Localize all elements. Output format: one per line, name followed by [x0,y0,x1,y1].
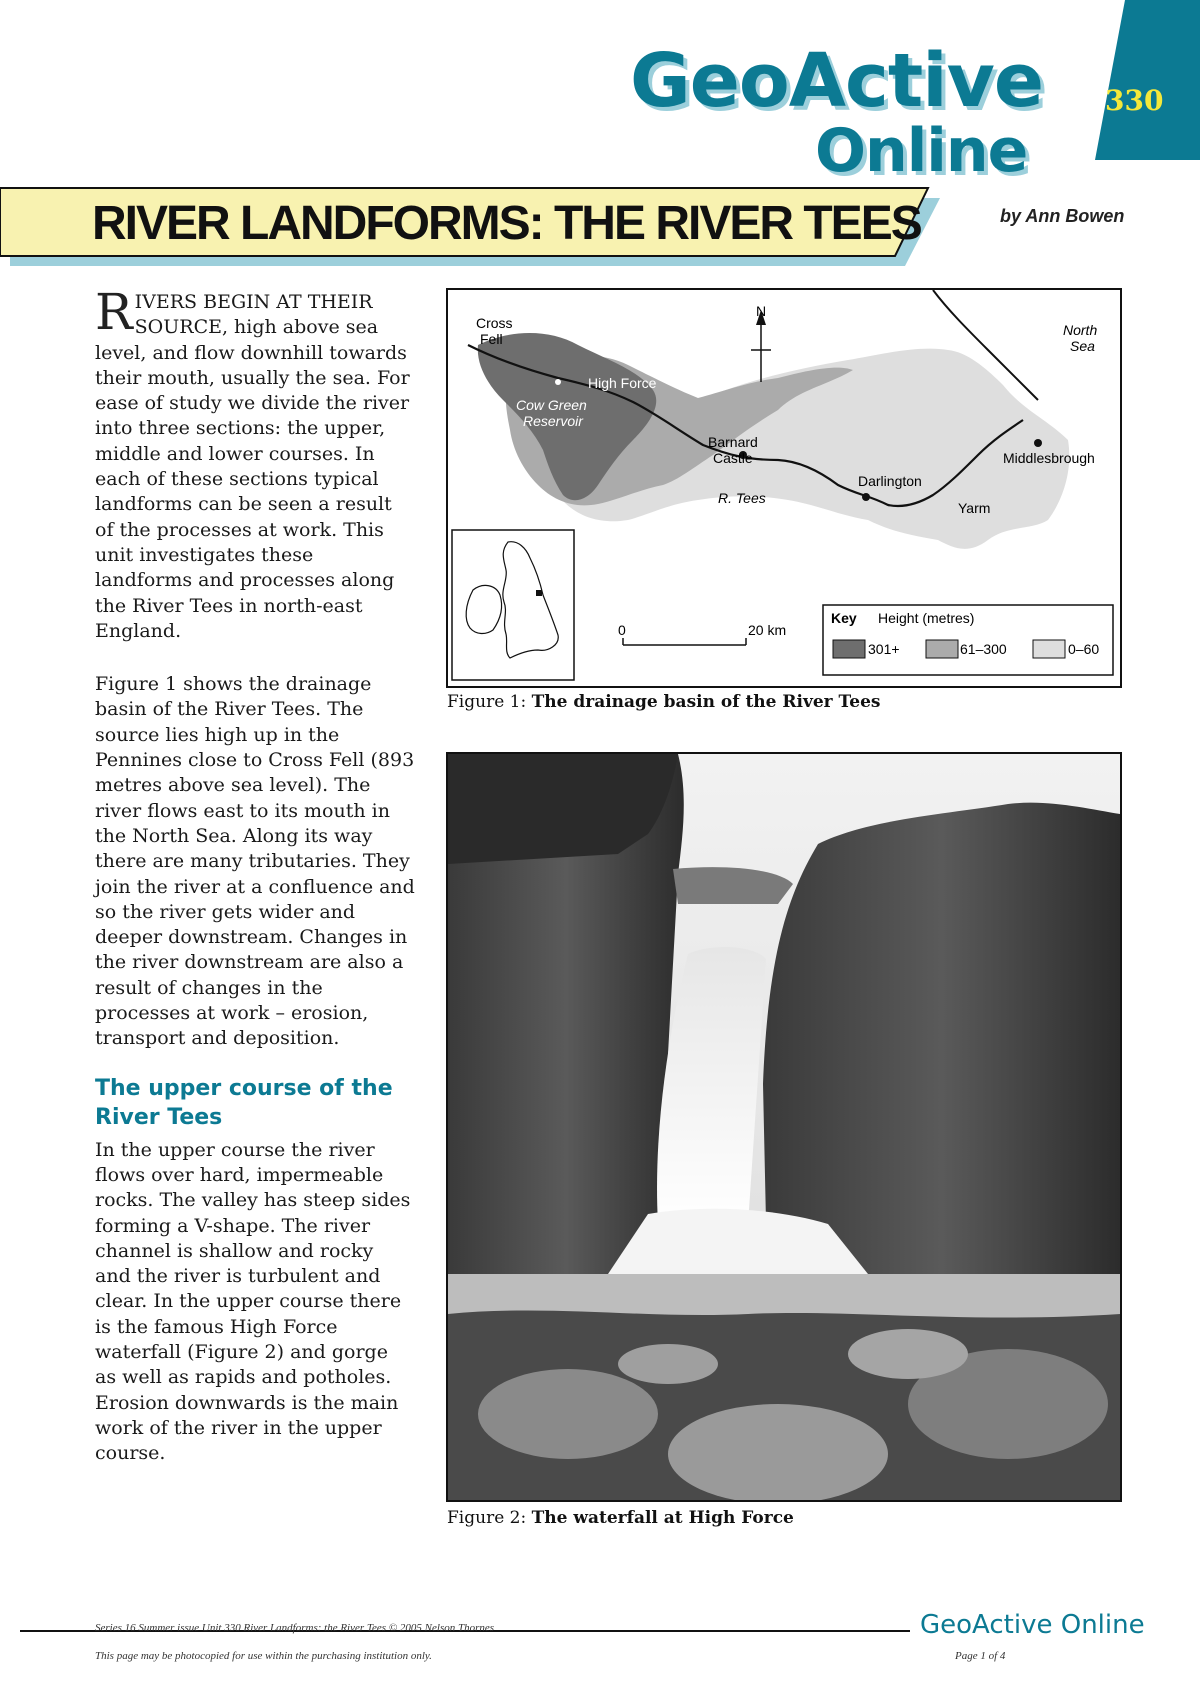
label-high-force: High Force [588,375,657,391]
figure-1-title: The drainage basin of the River Tees [531,692,881,712]
label-barnard-castle-1: Barnard [708,434,758,450]
label-darlington: Darlington [858,473,922,489]
unit-number: 330 [1105,84,1164,117]
label-cow-green-2: Reservoir [523,413,583,429]
brand-logo-line1: GeoActive [630,38,1044,124]
intro-caps: IVERS BEGIN AT THEIR SOURCE, [134,291,373,339]
brand-logo-line2: Online [815,116,1028,186]
label-north-sea-1: North [1063,322,1098,338]
byline: by Ann Bowen [1000,206,1125,226]
paragraph-upper-course: In the upper course the river flows over hard, impermeable rocks. The valley has steep sides forming a V-shape. The river channel is shallow and rocky and the river is turbulent and clear. In the upper course there is the famous High Force waterfall (Figure 2) and gorge as well as rapids and potholes. Erosion downwards is the main work of the river in the upper course. [95,1138,411,1465]
drainage-basin-map [446,288,1122,688]
scale-start: 0 [618,622,626,638]
label-cow-green-1: Cow Green [516,397,587,413]
figure-1-caption [447,692,880,712]
figure-2-prefix: Figure 2: [447,1508,532,1528]
page-title: RIVER LANDFORMS: THE RIVER TEES [92,197,921,250]
footer-brand: GeoActive Online [920,1610,1145,1640]
label-north-arrow: N [756,303,767,319]
paragraph-drainage-basin: Figure 1 shows the drainage basin of the River Tees. The source lies high up in the Pennines close to Cross Fell (893 metres above sea level). The river flows east to its mouth in the North Sea. Along its way there are many tributaries. They join the river at a confluence and so the river gets wider and deeper downstream. Changes in the river downstream are also a result of changes in the processes at work – erosion, transport and deposition. [95,673,415,1050]
scale-end: 20 km [748,622,787,638]
waterfall-photo [446,752,1122,1502]
label-r-tees: R. Tees [718,490,766,506]
label-cross-fell-2: Fell [480,331,503,347]
figure-1-prefix: Figure 1: [447,692,532,712]
figure-2-caption [447,1508,794,1528]
intro-paragraph [95,283,415,644]
key-title: Key [831,610,857,626]
key-subtitle: Height (metres) [878,610,975,626]
label-middlesbrough: Middlesbrough [1003,450,1095,466]
label-cross-fell-1: Cross [476,315,513,331]
footer-copy-line: This page may be photocopied for use within the purchasing institution only. [95,1650,432,1662]
key-item-301: 301+ [868,641,900,657]
drop-cap: R [95,283,133,341]
article-column [95,283,415,1494]
label-barnard-castle-2: Castle [713,450,753,466]
key-item-0-60: 0–60 [1068,641,1100,657]
intro-rest: high above sea level, and flow downhill towards their mouth, usually the sea. For ease of study we divide the river into three sections: the upper, middle and lower courses. In each of these sections typical landforms can be seen a result of the processes at work. This unit investigates these landforms and processes along the River Tees in north-east England. [95,316,410,642]
footer-page-number: Page 1 of 4 [955,1650,1006,1662]
label-north-sea-2: Sea [1070,338,1095,354]
footer-rule-right [600,1630,910,1632]
label-yarm: Yarm [958,500,991,516]
key-item-61-300: 61–300 [960,641,1007,657]
figure-2-title: The waterfall at High Force [531,1508,794,1528]
section-heading: The upper course of the River Tees [95,1075,393,1130]
footer-series-line: Series 16 Summer issue Unit 330 River Landforms: the River Tees © 2005 Nelson Thornes [95,1622,495,1634]
